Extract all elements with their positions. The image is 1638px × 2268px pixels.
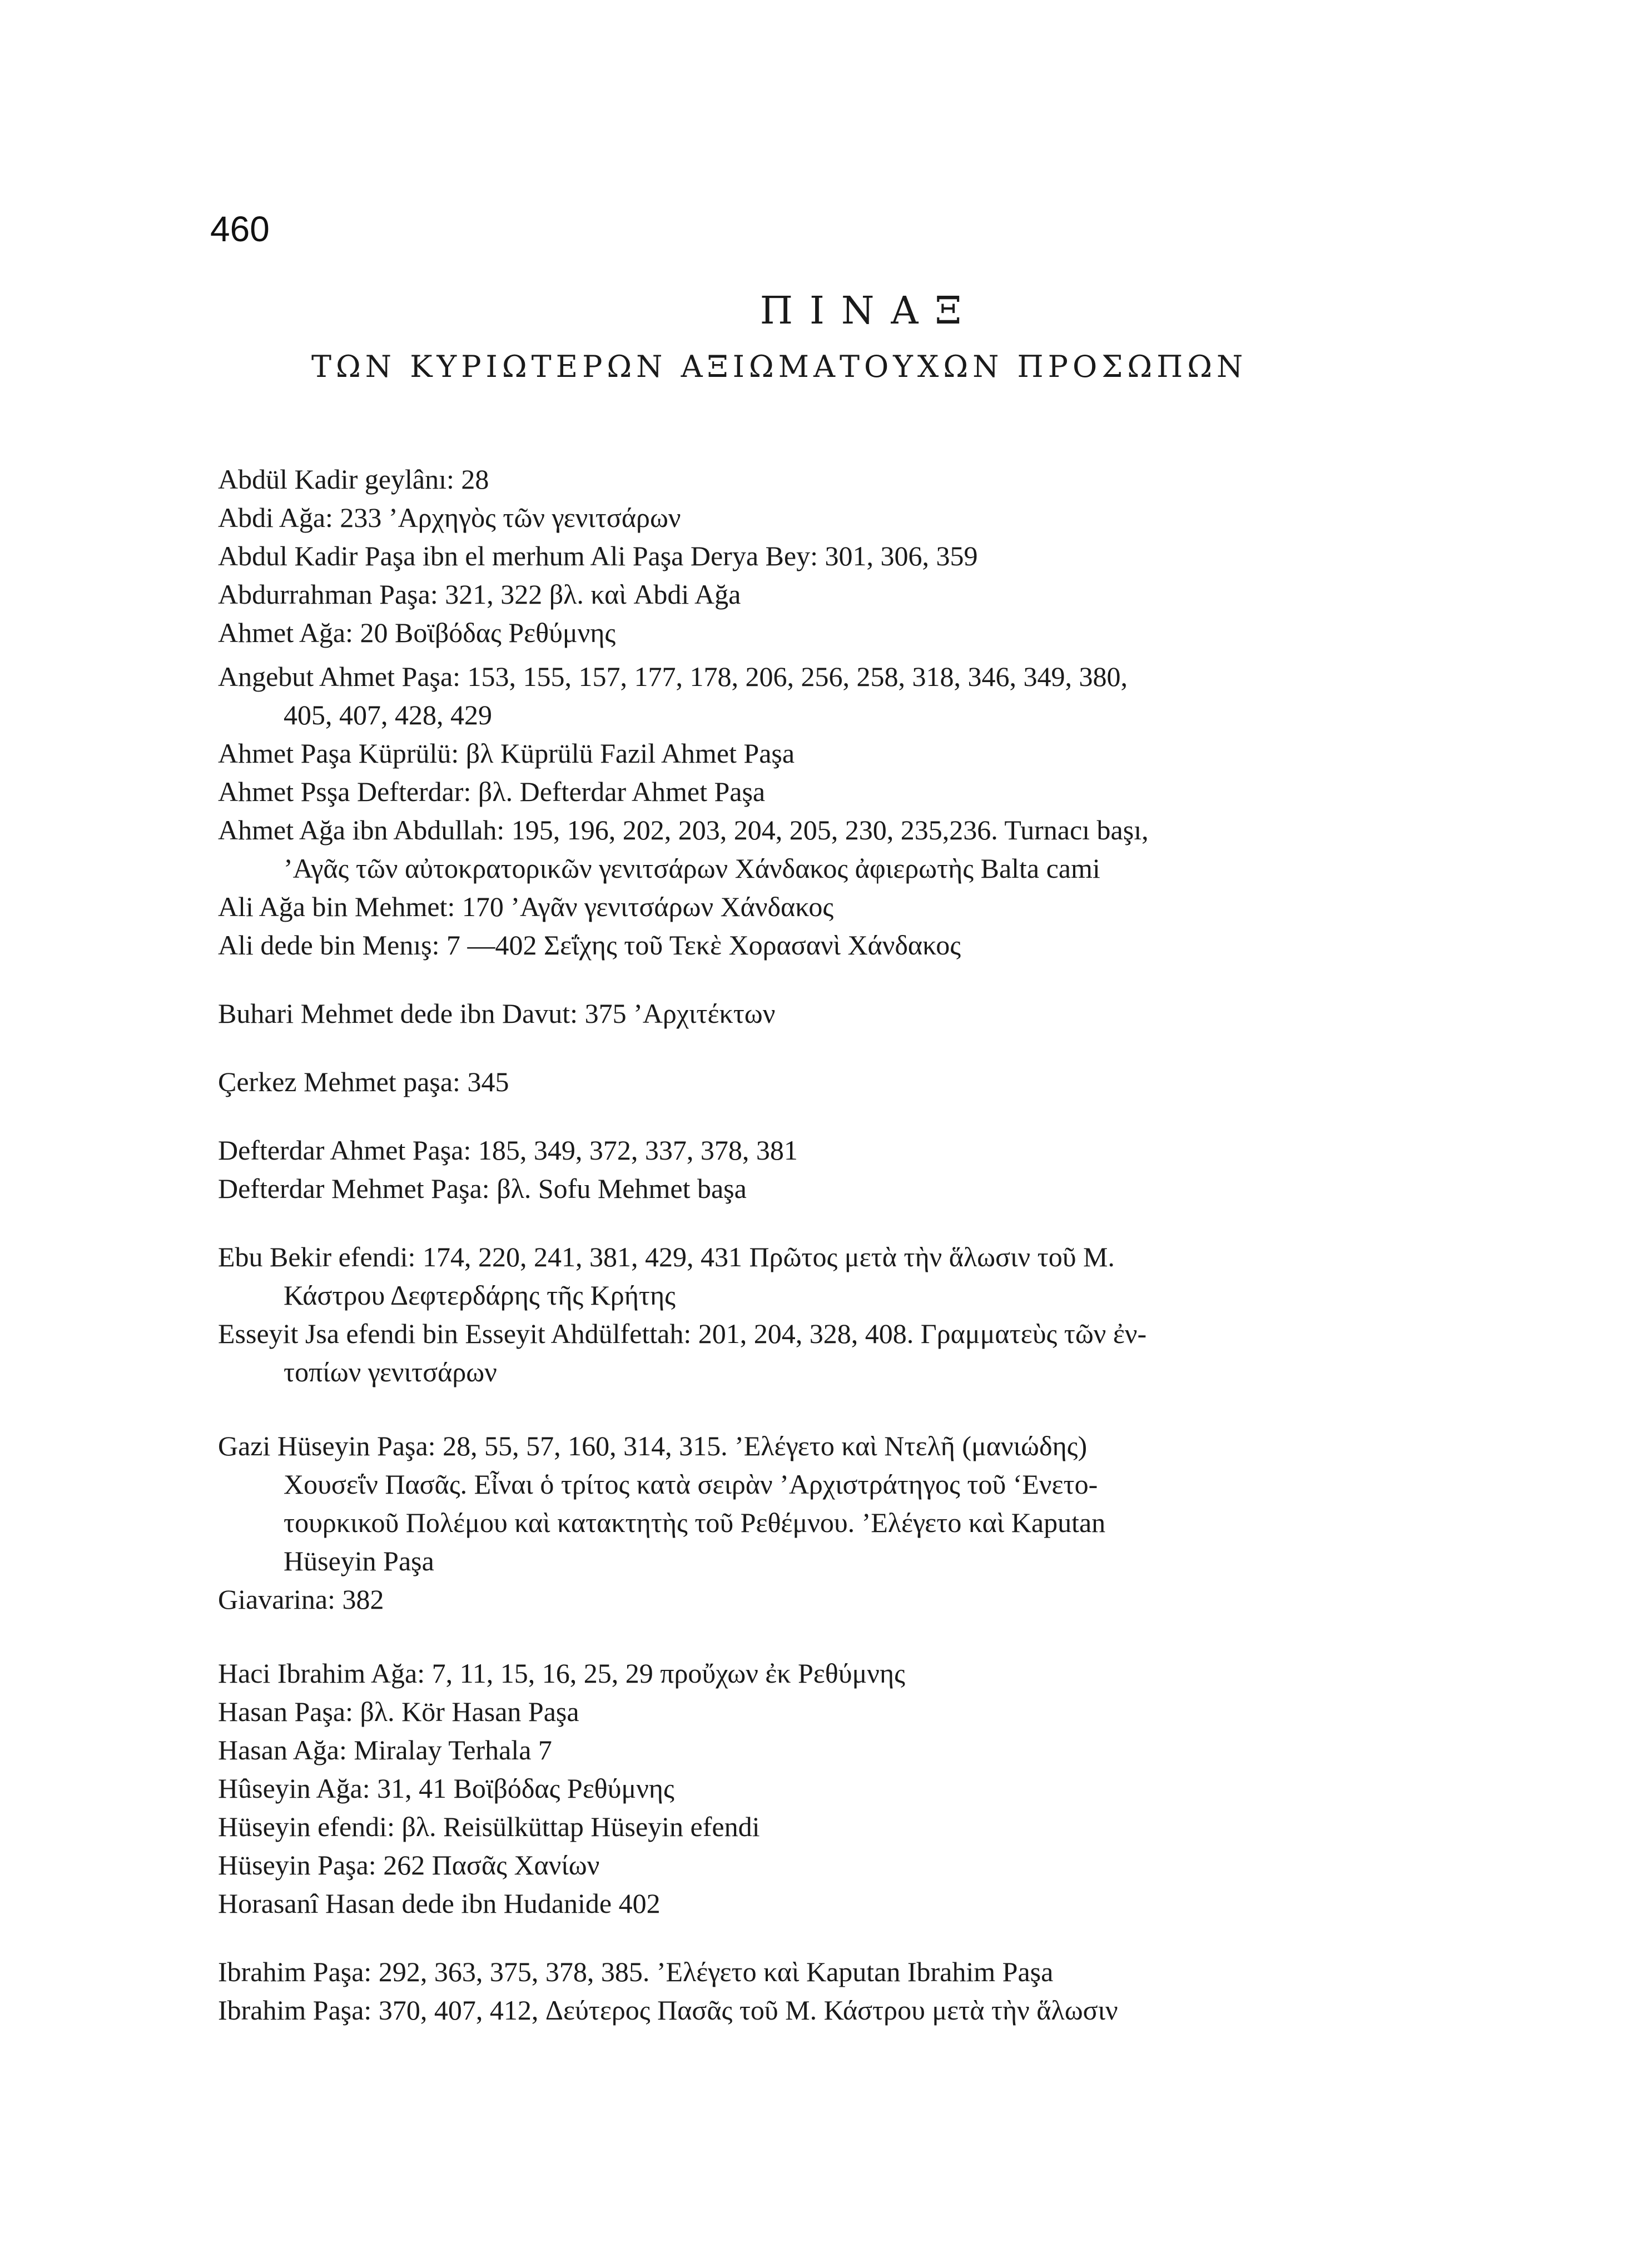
index-entry: Ahmet Ağa ibn Abdullah: 195, 196, 202, 203, 204, 205, 230, 235,236. Turnacı başı, xyxy=(218,814,1149,845)
index-group-g xyxy=(218,1427,1419,1619)
index-entry: Ahmet Paşa Küprülü: βλ Küprülü Fazil Ahmet Paşa xyxy=(218,738,795,769)
index-group-e xyxy=(218,1238,1419,1391)
index-entry: Ahmet Ağa: 20 Βοϊβόδας Ρεθύμνης xyxy=(218,617,616,648)
index-group-d xyxy=(218,1131,1419,1208)
index-entry: Abdurrahman Paşa: 321, 322 βλ. καὶ Abdi Ağa xyxy=(218,579,741,610)
index-entry-continuation: Hüseyin Paşa xyxy=(284,1545,434,1576)
index-entry: Defterdar Ahmet Paşa: 185, 349, 372, 337, 378, 381 xyxy=(218,1135,798,1166)
index-entry: Ebu Bekir efendi: 174, 220, 241, 381, 429, 431 Πρῶτος μετὰ τὴν ἅλωσιν τοῦ Μ. xyxy=(218,1241,1115,1272)
index-entry: Hasan Paşa: βλ. Kör Hasan Paşa xyxy=(218,1696,579,1727)
index-group-c xyxy=(218,1063,1419,1101)
index-entry-continuation: ’Αγᾶς τῶν αὐτοκρατορικῶν γενιτσάρων Χάνδακος ἀφιερωτὴς Balta cami xyxy=(284,853,1100,884)
page-subtitle: ΤΩΝ ΚΥΡΙΩΤΕΡΩΝ ΑΞΙΩΜΑΤΟΥΧΩΝ ΠΡΟΣΩΠΩΝ xyxy=(311,349,1248,384)
index-group-b xyxy=(218,994,1419,1033)
index-entry: Hasan Ağa: Miralay Terhala 7 xyxy=(218,1734,552,1765)
index-entry: Ibrahim Paşa: 370, 407, 412, Δεύτερος Πασᾶς τοῦ Μ. Κάστρου μετὰ τὴν ἅλωσιν xyxy=(218,1995,1118,2026)
index-group-a xyxy=(218,460,1419,964)
index-entry: Ibrahim Paşa: 292, 363, 375, 378, 385. ’Ελέγετο καὶ Kaputan Ibrahim Paşa xyxy=(218,1956,1054,1987)
index-entry: Horasanî Hasan dede ibn Hudanide 402 xyxy=(218,1888,661,1919)
index-entry: Ali Ağa bin Mehmet: 170 ’Αγᾶν γενιτσάρων Χάνδακος xyxy=(218,891,834,922)
index-entry: Abdul Kadir Paşa ibn el merhum Ali Paşa Derya Bey: 301, 306, 359 xyxy=(218,540,978,571)
index-entry: Giavarina: 382 xyxy=(218,1584,384,1615)
index-entry: Haci Ibrahim Ağa: 7, 11, 15, 16, 25, 29 προὔχων ἐκ Ρεθύμνης xyxy=(218,1658,905,1689)
page-title: ΠΙΝΑΞ xyxy=(760,289,979,333)
index-group-i xyxy=(218,1953,1419,2030)
index-entry-continuation: τουρκικοῦ Πολέμου καὶ κατακτητὴς τοῦ Ρεθέμνου. ’Ελέγετο καὶ Kaputan xyxy=(284,1507,1106,1538)
index-entry: Hûseyin Ağa: 31, 41 Βοϊβόδας Ρεθύμνης xyxy=(218,1773,674,1804)
index-group-h xyxy=(218,1654,1419,1923)
index-entry: Çerkez Mehmet paşa: 345 xyxy=(218,1066,509,1097)
index-entry: Angebut Ahmet Paşa: 153, 155, 157, 177, 178, 206, 256, 258, 318, 346, 349, 380, xyxy=(218,661,1128,692)
index-entry: Esseyit Jsa efendi bin Esseyit Ahdülfettah: 201, 204, 328, 408. Γραμματεὺς τῶν ἐν- xyxy=(218,1318,1147,1349)
index-entry: Defterdar Mehmet Paşa: βλ. Sofu Mehmet başa xyxy=(218,1173,747,1204)
index-entry-continuation: 405, 407, 428, 429 xyxy=(284,699,492,730)
index-entry: Gazi Hüseyin Paşa: 28, 55, 57, 160, 314, 315. ’Ελέγετο καὶ Ντελῆ (μανιώδης) xyxy=(218,1430,1088,1461)
index-entry-continuation: τοπίων γενιτσάρων xyxy=(284,1356,497,1387)
index-entry: Ali dede bin Menış: 7 —402 Σεΐχης τοῦ Τεκὲ Χορασανὶ Χάνδακος xyxy=(218,929,961,961)
index-entry: Hüseyin efendi: βλ. Reisülküttap Hüseyin efendi xyxy=(218,1811,760,1842)
index-entry: Hüseyin Paşa: 262 Πασᾶς Χανίων xyxy=(218,1849,600,1881)
index-entry: Abdül Kadir geylânı: 28 xyxy=(218,464,489,495)
index-entry: Abdi Ağa: 233 ’Αρχηγὸς τῶν γενιτσάρων xyxy=(218,502,681,533)
index-entry-continuation: Κάστρου Δεφτερδάρης τῆς Κρήτης xyxy=(284,1280,676,1311)
index-entry: Buhari Mehmet dede ibn Davut: 375 ’Αρχιτέκτων xyxy=(218,998,776,1029)
index-entry: Ahmet Psşa Defterdar: βλ. Defterdar Ahmet Paşa xyxy=(218,776,766,807)
index-body xyxy=(218,460,1419,2030)
page-number: 460 xyxy=(210,209,270,249)
index-entry-continuation: Χουσεΐν Πασᾶς. Εἶναι ὁ τρίτος κατὰ σειρὰν ’Αρχιστράτηγος τοῦ ‘Ενετο- xyxy=(284,1469,1098,1500)
